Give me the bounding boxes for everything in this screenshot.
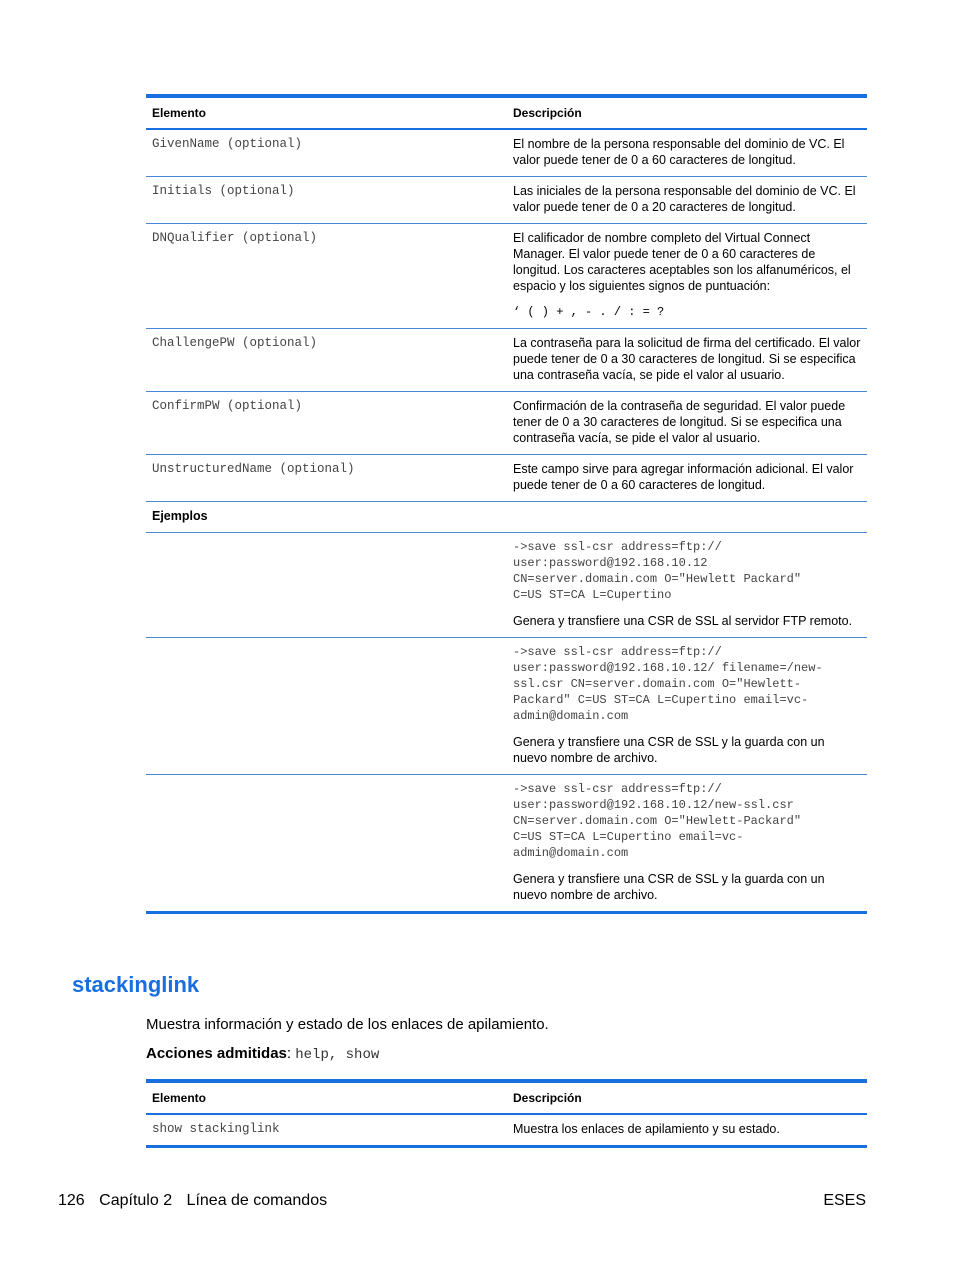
example-cell — [507, 775, 867, 913]
element-description: La contraseña para la solicitud de firma del certificado. El valor puede tener de 0 a 30 caracteres de longitud. Si se especifica una contraseña vacía, se pide el valor al usuario. — [513, 336, 861, 382]
examples-header-row — [146, 502, 867, 533]
example-row — [146, 638, 867, 775]
element-name: GivenName (optional) — [152, 137, 303, 151]
allowed-punctuation: ‘ ( ) + , - . / : = ? — [513, 305, 665, 319]
table-header-row — [146, 96, 867, 129]
page-footer — [58, 1192, 337, 1210]
example-description: Genera y transfiere una CSR de SSL y la guarda con un nuevo nombre de archivo. — [513, 872, 825, 902]
examples-label: Ejemplos — [152, 509, 208, 523]
table-row — [146, 455, 867, 502]
table-row — [146, 177, 867, 224]
actions-value: help, show — [295, 1047, 380, 1063]
locale-code: ESES — [823, 1192, 866, 1209]
element-description: Las iniciales de la persona responsable del dominio de VC. El valor puede tener de 0 a 20 caracteres de longitud. — [513, 184, 856, 214]
table-row — [146, 224, 867, 329]
element-name: ConfirmPW (optional) — [152, 399, 303, 413]
example-cell — [507, 638, 867, 775]
element-description: Este campo sirve para agregar información adicional. El valor puede tener de 0 a 60 caracteres de longitud. — [513, 462, 854, 492]
example-cell — [507, 533, 867, 638]
element-name: DNQualifier (optional) — [152, 231, 318, 245]
element-description: El nombre de la persona responsable del dominio de VC. El valor puede tener de 0 a 60 caracteres de longitud. — [513, 137, 845, 167]
page-number: 126 — [58, 1192, 85, 1209]
element-name: Initials (optional) — [152, 184, 295, 198]
example-description: Genera y transfiere una CSR de SSL y la guarda con un nuevo nombre de archivo. — [513, 735, 825, 765]
element-description-cell — [507, 224, 867, 329]
table-row — [146, 329, 867, 392]
element-name: ChallengePW (optional) — [152, 336, 318, 350]
example-row — [146, 775, 867, 913]
element-name: UnstructuredName (optional) — [152, 462, 355, 476]
supported-actions — [146, 1045, 379, 1063]
column-header-element: Elemento — [152, 1091, 207, 1105]
element-description: Confirmación de la contraseña de seguridad. El valor puede tener de 0 a 30 caracteres de longitud. Si se especifica una contraseña vacía, se pide el valor al usuario. — [513, 399, 846, 445]
table-row — [146, 129, 867, 177]
section-intro: Muestra información y estado de los enlaces de apilamiento. — [146, 1016, 549, 1033]
chapter-title: Línea de comandos — [186, 1192, 328, 1209]
column-header-description: Descripción — [513, 106, 582, 120]
actions-label: Acciones admitidas — [146, 1045, 287, 1062]
section-heading: stackinglink — [72, 972, 200, 997]
actions-separator: : — [286, 1045, 296, 1062]
table-row — [146, 1114, 867, 1147]
stackinglink-table — [146, 1079, 867, 1148]
column-header-element: Elemento — [152, 106, 207, 120]
element-description: Muestra los enlaces de apilamiento y su estado. — [513, 1122, 780, 1136]
element-description: El calificador de nombre completo del Virtual Connect Manager. El valor puede tener de 0 a 60 caracteres de longitud. Los caracteres aceptables son los alfanuméricos, el espacio y los siguientes signos de puntuación: — [513, 231, 851, 293]
example-command: ->save ssl-csr address=ftp:// user:password@192.168.10.12 CN=server.domain.com O="Hewlett Packard" C=US ST=CA L=Cupertino — [513, 540, 802, 602]
table-header-row — [146, 1081, 867, 1114]
parameters-table — [146, 94, 867, 914]
element-name: show stackinglink — [152, 1122, 280, 1136]
chapter-label: Capítulo 2 — [99, 1192, 173, 1209]
example-command: ->save ssl-csr address=ftp:// user:password@192.168.10.12/ filename=/new- ssl.csr CN=server.domain.com O="Hewlett- Packard" C=US ST=CA L=Cupertino email=vc- admin@domain.com — [513, 645, 823, 723]
table-row — [146, 392, 867, 455]
example-command: ->save ssl-csr address=ftp:// user:password@192.168.10.12/new-ssl.csr CN=server.domain.com O="Hewlett-Packard" C=US ST=CA L=Cupertino email=vc- admin@domain.com — [513, 782, 802, 860]
example-description: Genera y transfiere una CSR de SSL al servidor FTP remoto. — [513, 614, 853, 628]
column-header-description: Descripción — [513, 1091, 582, 1105]
example-row — [146, 533, 867, 638]
